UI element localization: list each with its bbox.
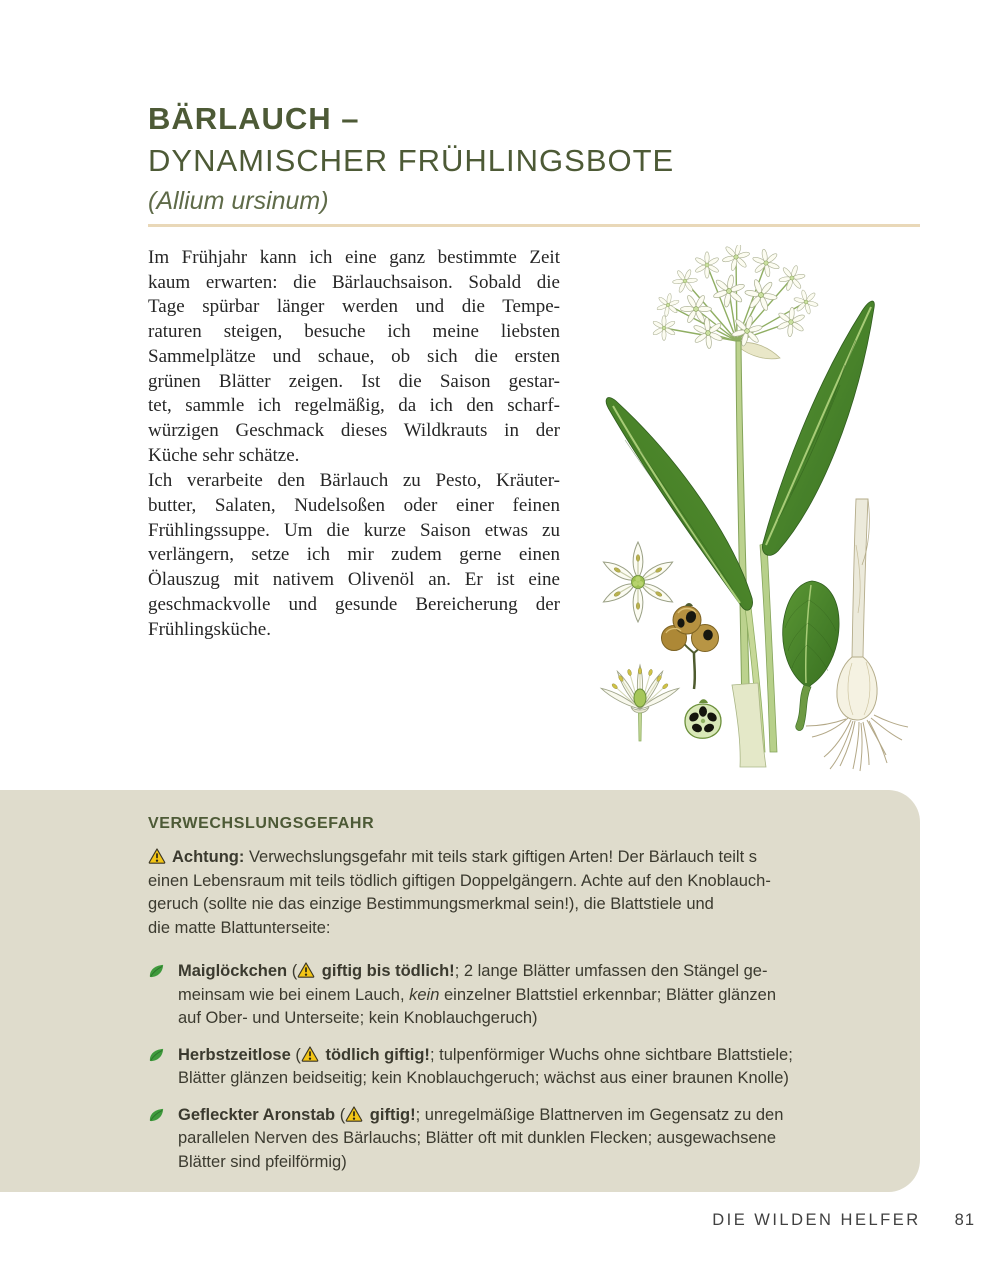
leaf-bullet-icon: [148, 1047, 165, 1091]
confusion-warning-box: [0, 790, 920, 1192]
leaf-small: [783, 581, 839, 731]
warning-icon: [345, 1105, 363, 1123]
warning-box-intro: Achtung: Verwechslungsgefahr mit teils stark giftigen Arten! Der Bärlauch teilt s einen Lebensraum mit teils tödlich giftigen Doppelgängern. Achte auf den Knoblauch- geruch (sollte nie das einzige Bestimmungsmerkmal sein!), die Blattstiele und die matte Blattunterseite:: [148, 848, 771, 937]
page-footer: [712, 1211, 975, 1230]
list-item-text: Gefleckter Aronstab ( giftig!; unregelmäßige Blattnerven im Gegensatz zu den parallelen Nerven des Bärlauchs; Blätter oft mit dunklen Flecken; ausgewachsene Blätter sind pfeilförmig): [178, 1105, 784, 1171]
capsule-cross-section: [685, 699, 721, 738]
seed-capsules: [662, 603, 719, 689]
list-item-herbstzeitlose: [148, 1044, 908, 1091]
warning-icon: [297, 961, 315, 979]
lookalike-list: [148, 960, 908, 1174]
list-item-text: Herbstzeitlose ( tödlich giftig!; tulpenförmiger Wuchs ohne sichtbare Blattstiele; Blätter glänzen beidseitig; kein Knoblauchgeruch; wächst aus einer braunen Knolle): [178, 1045, 793, 1087]
list-item-text: Maiglöckchen ( giftig bis tödlich!; 2 lange Blätter umfassen den Stängel ge- meinsam wie bei einem Lauch, kein einzelner Blattstiel erkennbar; Blätter glänzen auf Ober- und Unterseite; kein Knoblauchgeruch): [178, 962, 777, 1027]
page-number: 81: [954, 1211, 975, 1229]
roots: [806, 715, 908, 771]
page-title-line2: DYNAMISCHER FRÜHLINGSBOTE: [148, 143, 675, 178]
latin-name-subtitle: (Allium ursinum): [148, 187, 329, 215]
warning-box-heading: VERWECHSLUNGSGEFAHR: [148, 815, 375, 832]
umbel-flowers: [652, 245, 820, 350]
spathe: [740, 343, 780, 359]
header: [148, 98, 920, 227]
warning-icon: [148, 847, 166, 865]
list-item-aronstab: [148, 1104, 908, 1175]
chapter-label: DIE WILDEN HELFER: [712, 1211, 921, 1229]
intro-paragraph-2: Ich verarbeite den Bärlauch zu Pesto, Kräuter- butter, Salaten, Nudelsoßen oder einer feinen Frühlingssuppe. Um die kurze Saison etwas zu verlängern, setze ich mir zudem gerne einen Ölauszug mit nativem Olivenöl an. Er ist eine geschmackvolle und gesunde Bereicherung der Frühlingsküche.: [148, 470, 560, 640]
intro-text: [148, 246, 560, 643]
intro-paragraph-1: Im Frühjahr kann ich eine ganz bestimmte Zeit kaum erwarten: die Bärlauchsaison. Sobald die Tage spürbar länger werden und die Tempe- raturen steigen, besuche ich meine liebsten Sammelplätze und schaue, ob sich die ersten grünen Blätter zeigen. Ist die Saison gestar- tet, sammle ich regelmäßig, da ich den scharf- würzigen Geschmack dieses Wildkrauts in der Küche sehr schätze.: [148, 247, 560, 466]
leaf-bullet-icon: [148, 963, 165, 1031]
warning-icon: [301, 1045, 319, 1063]
page-title-line1: BÄRLAUCH –: [148, 101, 360, 136]
flower-top-view: [601, 542, 675, 622]
flower-cross-section: [600, 665, 680, 741]
botanical-illustration: [590, 245, 920, 775]
header-divider: [148, 224, 920, 227]
list-item-maigloeckchen: [148, 960, 908, 1031]
leaf-bullet-icon: [148, 1107, 165, 1175]
